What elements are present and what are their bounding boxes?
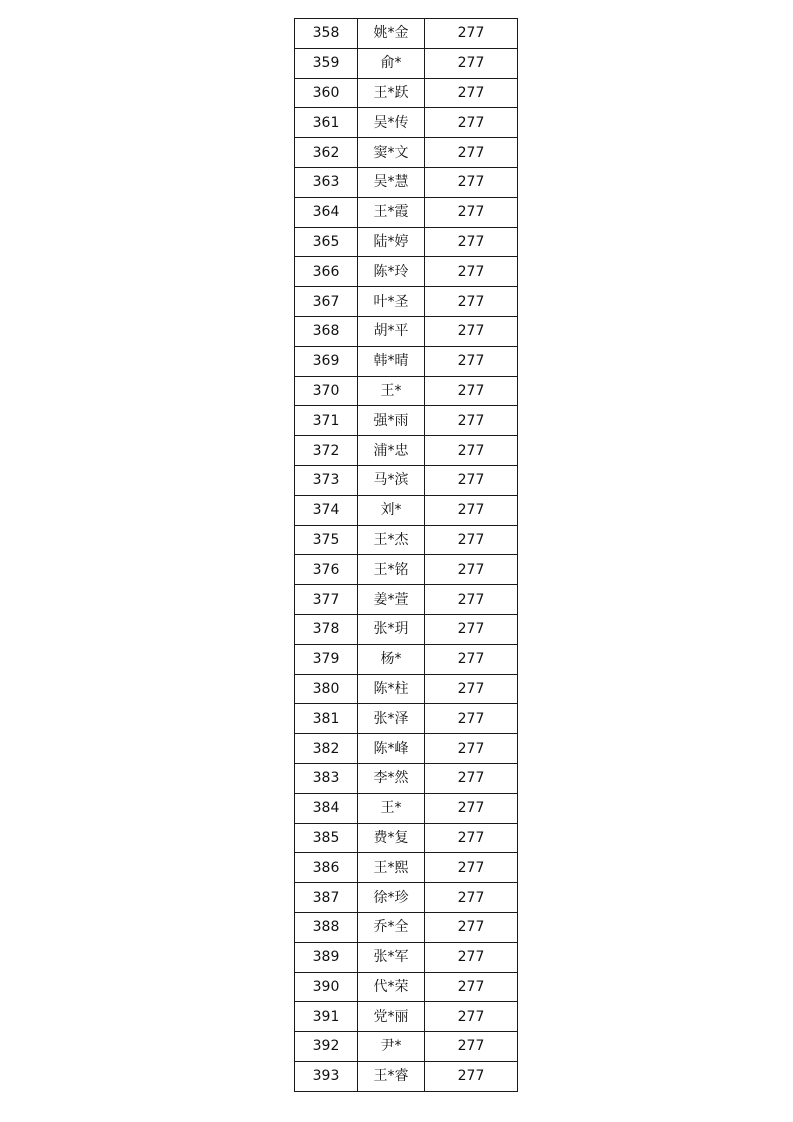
- name-cell: 陈*柱: [358, 674, 425, 704]
- row-number-cell: 386: [295, 853, 358, 883]
- table-row: [295, 912, 518, 942]
- name-cell: 王*睿: [358, 1061, 425, 1091]
- row-number-cell: 373: [295, 465, 358, 495]
- row-number-cell: 383: [295, 763, 358, 793]
- name-cell: 陈*峰: [358, 734, 425, 764]
- name-cell: 尹*: [358, 1032, 425, 1062]
- row-number-cell: 364: [295, 197, 358, 227]
- name-cell: 韩*晴: [358, 346, 425, 376]
- name-cell: 王*霞: [358, 197, 425, 227]
- name-cell: 吴*慧: [358, 167, 425, 197]
- table-row: [295, 167, 518, 197]
- name-cell: 王*跃: [358, 78, 425, 108]
- name-cell: 张*玥: [358, 614, 425, 644]
- score-cell: 277: [425, 167, 518, 197]
- table-row: [295, 406, 518, 436]
- score-cell: 277: [425, 853, 518, 883]
- score-cell: 277: [425, 138, 518, 168]
- score-cell: 277: [425, 78, 518, 108]
- row-number-cell: 378: [295, 614, 358, 644]
- name-cell: 党*丽: [358, 1002, 425, 1032]
- score-cell: 277: [425, 644, 518, 674]
- row-number-cell: 382: [295, 734, 358, 764]
- name-cell: 王*: [358, 376, 425, 406]
- table-row: [295, 1002, 518, 1032]
- table-row: [295, 704, 518, 734]
- row-number-cell: 391: [295, 1002, 358, 1032]
- table-row: [295, 525, 518, 555]
- roster-table: [294, 18, 518, 1092]
- score-cell: 277: [425, 704, 518, 734]
- row-number-cell: 358: [295, 19, 358, 49]
- name-cell: 王*: [358, 793, 425, 823]
- table-row: [295, 257, 518, 287]
- table-row: [295, 972, 518, 1002]
- table-row: [295, 138, 518, 168]
- table-row: [295, 227, 518, 257]
- table-row: [295, 376, 518, 406]
- name-cell: 俞*: [358, 48, 425, 78]
- score-cell: 277: [425, 257, 518, 287]
- name-cell: 杨*: [358, 644, 425, 674]
- score-cell: 277: [425, 465, 518, 495]
- table-row: [295, 465, 518, 495]
- name-cell: 陈*玲: [358, 257, 425, 287]
- score-cell: 277: [425, 614, 518, 644]
- row-number-cell: 361: [295, 108, 358, 138]
- score-cell: 277: [425, 585, 518, 615]
- score-cell: 277: [425, 972, 518, 1002]
- name-cell: 李*然: [358, 763, 425, 793]
- roster-table-body: [295, 19, 518, 1092]
- score-cell: 277: [425, 197, 518, 227]
- table-row: [295, 197, 518, 227]
- score-cell: 277: [425, 674, 518, 704]
- score-cell: 277: [425, 763, 518, 793]
- row-number-cell: 369: [295, 346, 358, 376]
- name-cell: 姜*萱: [358, 585, 425, 615]
- score-cell: 277: [425, 1002, 518, 1032]
- row-number-cell: 389: [295, 942, 358, 972]
- table-row: [295, 495, 518, 525]
- table-row: [295, 108, 518, 138]
- row-number-cell: 365: [295, 227, 358, 257]
- table-row: [295, 555, 518, 585]
- table-row: [295, 78, 518, 108]
- table-row: [295, 942, 518, 972]
- row-number-cell: 390: [295, 972, 358, 1002]
- row-number-cell: 363: [295, 167, 358, 197]
- score-cell: 277: [425, 793, 518, 823]
- table-row: [295, 853, 518, 883]
- table-row: [295, 436, 518, 466]
- row-number-cell: 372: [295, 436, 358, 466]
- table-row: [295, 734, 518, 764]
- name-cell: 胡*平: [358, 316, 425, 346]
- row-number-cell: 359: [295, 48, 358, 78]
- name-cell: 强*雨: [358, 406, 425, 436]
- name-cell: 马*滨: [358, 465, 425, 495]
- table-row: [295, 1061, 518, 1091]
- table-row: [295, 614, 518, 644]
- name-cell: 张*军: [358, 942, 425, 972]
- name-cell: 叶*圣: [358, 287, 425, 317]
- score-cell: 277: [425, 48, 518, 78]
- score-cell: 277: [425, 883, 518, 913]
- row-number-cell: 385: [295, 823, 358, 853]
- row-number-cell: 374: [295, 495, 358, 525]
- row-number-cell: 384: [295, 793, 358, 823]
- score-cell: 277: [425, 495, 518, 525]
- row-number-cell: 368: [295, 316, 358, 346]
- score-cell: 277: [425, 346, 518, 376]
- score-cell: 277: [425, 406, 518, 436]
- name-cell: 费*复: [358, 823, 425, 853]
- table-row: [295, 1032, 518, 1062]
- table-row: [295, 644, 518, 674]
- row-number-cell: 380: [295, 674, 358, 704]
- row-number-cell: 375: [295, 525, 358, 555]
- name-cell: 姚*金: [358, 19, 425, 49]
- name-cell: 陆*婷: [358, 227, 425, 257]
- row-number-cell: 388: [295, 912, 358, 942]
- score-cell: 277: [425, 912, 518, 942]
- table-row: [295, 48, 518, 78]
- score-cell: 277: [425, 227, 518, 257]
- name-cell: 徐*珍: [358, 883, 425, 913]
- score-cell: 277: [425, 555, 518, 585]
- table-row: [295, 823, 518, 853]
- table-row: [295, 883, 518, 913]
- row-number-cell: 370: [295, 376, 358, 406]
- row-number-cell: 367: [295, 287, 358, 317]
- row-number-cell: 377: [295, 585, 358, 615]
- table-row: [295, 316, 518, 346]
- row-number-cell: 376: [295, 555, 358, 585]
- row-number-cell: 393: [295, 1061, 358, 1091]
- score-cell: 277: [425, 823, 518, 853]
- table-row: [295, 19, 518, 49]
- name-cell: 王*铭: [358, 555, 425, 585]
- name-cell: 吴*传: [358, 108, 425, 138]
- row-number-cell: 360: [295, 78, 358, 108]
- table-row: [295, 674, 518, 704]
- score-cell: 277: [425, 376, 518, 406]
- name-cell: 王*熙: [358, 853, 425, 883]
- row-number-cell: 366: [295, 257, 358, 287]
- name-cell: 乔*全: [358, 912, 425, 942]
- name-cell: 张*泽: [358, 704, 425, 734]
- row-number-cell: 387: [295, 883, 358, 913]
- score-cell: 277: [425, 734, 518, 764]
- row-number-cell: 392: [295, 1032, 358, 1062]
- name-cell: 刘*: [358, 495, 425, 525]
- score-cell: 277: [425, 1032, 518, 1062]
- table-row: [295, 346, 518, 376]
- row-number-cell: 362: [295, 138, 358, 168]
- score-cell: 277: [425, 1061, 518, 1091]
- table-row: [295, 585, 518, 615]
- table-row: [295, 287, 518, 317]
- row-number-cell: 379: [295, 644, 358, 674]
- score-cell: 277: [425, 525, 518, 555]
- score-cell: 277: [425, 287, 518, 317]
- score-cell: 277: [425, 436, 518, 466]
- row-number-cell: 371: [295, 406, 358, 436]
- table-row: [295, 763, 518, 793]
- name-cell: 窦*文: [358, 138, 425, 168]
- table-row: [295, 793, 518, 823]
- row-number-cell: 381: [295, 704, 358, 734]
- name-cell: 浦*忠: [358, 436, 425, 466]
- score-cell: 277: [425, 19, 518, 49]
- name-cell: 王*杰: [358, 525, 425, 555]
- score-cell: 277: [425, 316, 518, 346]
- name-cell: 代*荣: [358, 972, 425, 1002]
- score-cell: 277: [425, 942, 518, 972]
- score-cell: 277: [425, 108, 518, 138]
